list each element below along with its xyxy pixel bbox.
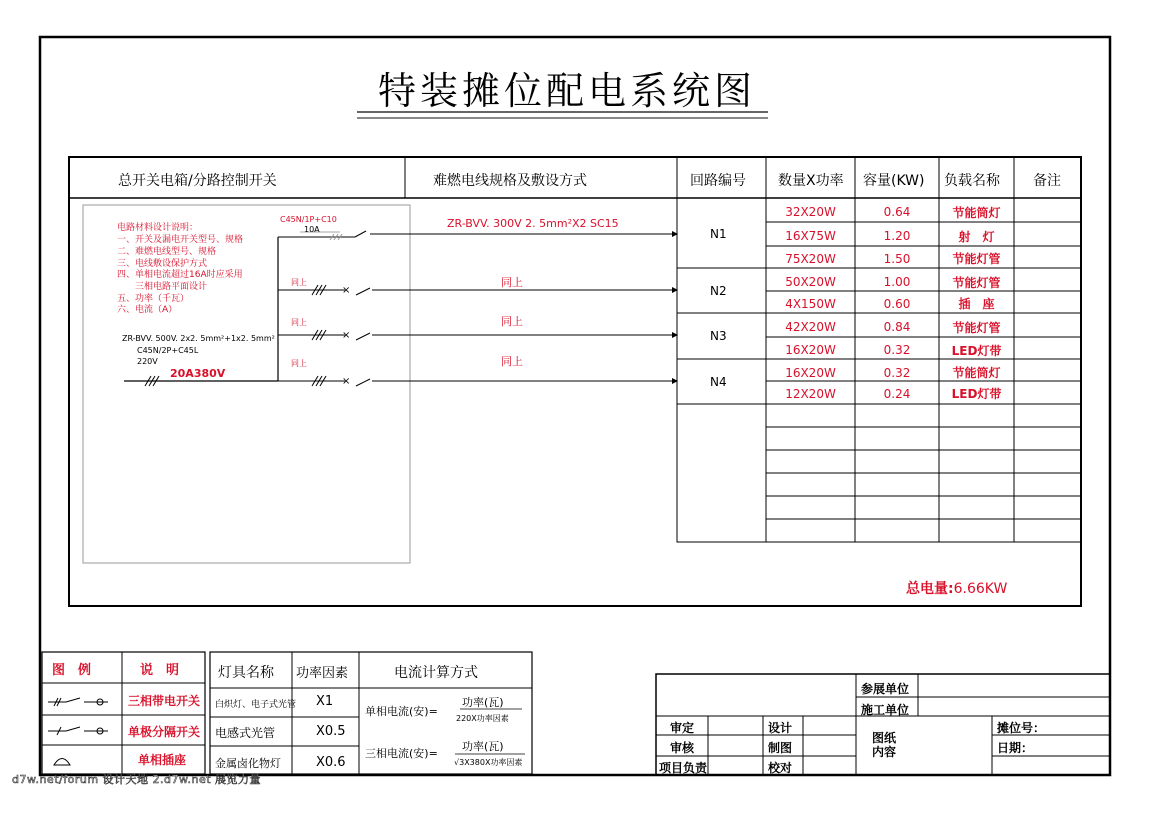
header-circuit: 回路编号	[690, 173, 746, 189]
legend-item: 单极分隔开关	[128, 725, 201, 739]
draw-label: 制图	[768, 741, 793, 755]
lamp-name: 白炽灯、电子式光管	[215, 700, 297, 710]
header-cable: 难燃电线规格及敷设方式	[433, 173, 587, 189]
same-label: 同上	[291, 278, 307, 287]
main-breaker: C45N/2P+C45L	[137, 346, 199, 355]
row-load: LED灯带	[951, 344, 1002, 358]
row-kw: 0.60	[883, 297, 911, 311]
svg-text:×: ×	[342, 376, 351, 387]
header-switch: 总开关电箱/分路控制开关	[118, 173, 277, 189]
branch-breaker: C45N/1P+C10	[280, 215, 337, 224]
row-load: 节能筒灯	[952, 206, 1001, 220]
drawing-content-label: 图纸 内容	[872, 731, 897, 759]
circuit-id: N3	[710, 329, 727, 343]
header-capacity: 容量(KW)	[863, 173, 925, 189]
same-label: 同上	[501, 276, 523, 289]
single-phase-label: 单相电流(安)=	[365, 705, 438, 718]
row-load: LED灯带	[951, 387, 1002, 401]
row-load: 节能灯管	[952, 252, 1001, 266]
three-denominator: √3X380X功率因素	[454, 758, 523, 767]
legend-item: 单相插座	[138, 753, 187, 767]
row-kw: 1.50	[883, 252, 911, 266]
audit-label: 审核	[670, 741, 695, 755]
lamp-pf: X0.5	[316, 724, 346, 739]
row-kw: 0.32	[883, 366, 911, 380]
review-label: 审定	[670, 721, 695, 735]
notes-line: 四、单相电流超过16A时应采用	[117, 270, 243, 280]
row-load: 节能灯管	[952, 276, 1001, 290]
lamp-pf: X0.6	[316, 755, 346, 770]
lamp-pf: X1	[316, 694, 334, 709]
lamp-header-calc: 电流计算方式	[394, 665, 478, 681]
main-voltage: 220V	[137, 357, 158, 366]
row-kw: 0.24	[883, 387, 911, 401]
same-label: 同上	[501, 315, 523, 328]
legend-header-symbol: 图 例	[52, 663, 92, 678]
branch-current: 10A	[304, 225, 320, 234]
header-load: 负载名称	[944, 173, 1000, 189]
row-qty: 42X20W	[785, 320, 836, 334]
row-load: 节能灯管	[952, 321, 1001, 335]
lamp-name: 金属卤化物灯	[215, 757, 281, 770]
row-qty: 16X75W	[785, 229, 836, 243]
same-label: 同上	[501, 355, 523, 368]
total-power	[906, 578, 1007, 598]
row-load: 射 灯	[958, 230, 995, 244]
same-label: 同上	[291, 318, 307, 327]
notes-line: 二、难燃电线型号、规格	[117, 247, 217, 257]
single-numerator: 功率(瓦)	[462, 696, 504, 709]
row-load: 插 座	[958, 297, 995, 311]
circuit-id: N1	[710, 227, 727, 241]
total-value: 6.66KW	[953, 581, 1008, 597]
lamp-header-pf: 功率因素	[296, 666, 349, 681]
header-qty-power: 数量X功率	[778, 173, 844, 189]
row-load: 节能筒灯	[952, 366, 1001, 380]
svg-text:×: ×	[342, 285, 351, 296]
row-kw: 1.20	[883, 229, 911, 243]
design-label: 设计	[768, 721, 793, 735]
row-qty: 50X20W	[785, 275, 836, 289]
lamp-header-name: 灯具名称	[218, 665, 274, 681]
legend-item: 三相带电开关	[128, 694, 201, 708]
row-qty: 75X20W	[785, 252, 836, 266]
total-label: 总电量:	[906, 581, 954, 597]
notes-line: 五、功率（千瓦）	[117, 294, 190, 304]
same-label: 同上	[291, 359, 307, 368]
three-numerator: 功率(瓦)	[462, 740, 504, 753]
lamp-name: 电感式光管	[215, 726, 276, 740]
booth-number-label: 摊位号：	[997, 721, 1046, 735]
exhibitor-label: 参展单位	[861, 682, 910, 696]
circuit-id: N4	[710, 375, 727, 389]
page-title: 特装摊位配电系统图	[378, 69, 757, 113]
row-kw: 0.64	[883, 205, 911, 219]
row-qty: 16X20W	[785, 366, 836, 380]
circuit-id: N2	[710, 284, 727, 298]
row-kw: 1.00	[883, 275, 911, 289]
row-kw: 0.84	[883, 320, 911, 334]
header-remark: 备注	[1033, 173, 1061, 189]
row-qty: 12X20W	[785, 387, 836, 401]
single-denominator: 220X功率因素	[456, 714, 509, 723]
row-qty: 4X150W	[785, 297, 836, 311]
notes-line: 三相电路平面设计	[117, 282, 208, 292]
svg-text:×: ×	[342, 330, 351, 341]
leader-label: 项目负责	[659, 761, 708, 775]
check-label: 校对	[768, 761, 793, 775]
main-cable-spec: ZR-BVV. 500V. 2x2. 5mm²+1x2. 5mm²	[122, 334, 275, 343]
three-phase-label: 三相电流(安)=	[365, 747, 438, 760]
notes-line: 三、电线敷设保护方式	[117, 259, 208, 269]
row-qty: 32X20W	[785, 205, 836, 219]
main-rating: 20A380V	[170, 367, 226, 380]
notes-line: 一、开关及漏电开关型号、规格	[117, 235, 244, 245]
branch-cable-spec: ZR-BVV. 300V 2. 5mm²X2 SC15	[447, 217, 619, 230]
row-kw: 0.32	[883, 343, 911, 357]
contractor-label: 施工单位	[861, 703, 910, 717]
watermark-text: d7w.net/forum 设计天地 2.d7w.net 展览力量	[12, 773, 262, 786]
date-label: 日期：	[997, 741, 1034, 755]
notes-line: 六、电流（A）	[117, 305, 178, 315]
notes-heading: 电路材料设计说明：	[117, 223, 199, 233]
legend-header-desc: 说 明	[140, 663, 180, 678]
row-qty: 16X20W	[785, 343, 836, 357]
